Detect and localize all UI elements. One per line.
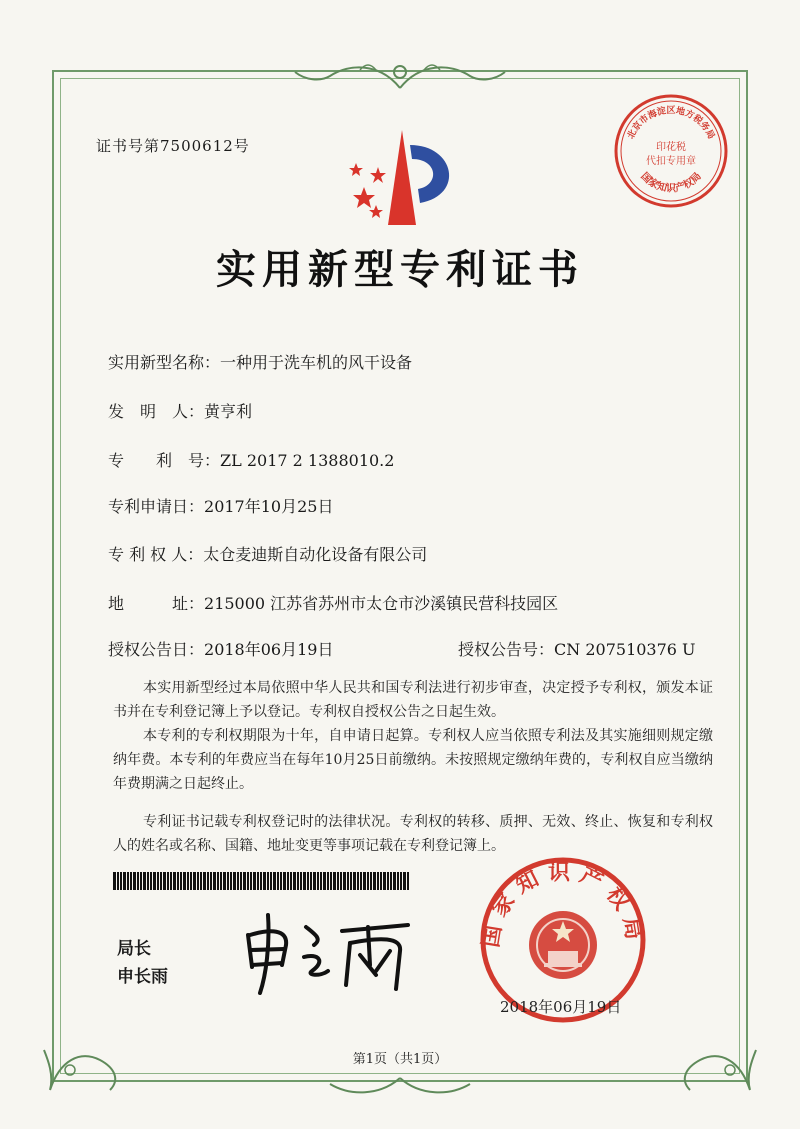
field-announcement-number — [458, 637, 696, 660]
director-name: 申长雨 — [117, 967, 168, 987]
field-label: 授权公告号： — [458, 640, 555, 659]
field-value: 2017年10月25日 — [204, 497, 334, 516]
field-label: 专 利 号： — [108, 451, 221, 470]
field-inventor — [108, 399, 252, 422]
page-number: 第1页（共1页） — [352, 1052, 448, 1067]
bottom-ornament — [300, 1072, 500, 1100]
top-ornament — [290, 58, 510, 94]
field-patentee — [108, 542, 427, 565]
field-value: 太仓麦迪斯自动化设备有限公司 — [203, 545, 428, 564]
paragraph: 本专利的专利权期限为十年，自申请日起算。专利权人应当依照专利法及其实施细则规定缴纳年费。本专利的年费应当在每年10月25日前缴纳。未按照规定缴纳年费的，专利权自应当缴纳年费期满之日起终止。 — [113, 728, 713, 792]
seal-date: 2018年06月19日 — [500, 998, 622, 1016]
certificate-number: 证书号第7500612号 — [96, 137, 250, 155]
field-address — [108, 591, 558, 614]
tax-stamp-seal — [612, 92, 730, 210]
field-value: 2018年06月19日 — [204, 640, 334, 659]
svg-text:北京市海淀区地方税务局: 北京市海淀区地方税务局 — [626, 106, 716, 141]
svg-text:印花税: 印花税 — [656, 142, 686, 153]
field-label: 地 址： — [108, 594, 205, 613]
paragraph: 专利证书记载专利权登记时的法律状况。专利权的转移、质押、无效、终止、恢复和专利权人的姓名或名称、国籍、地址变更等事项记载在专利登记簿上。 — [113, 814, 713, 854]
director-title: 局长 — [117, 939, 151, 959]
svg-text:国家知识产权局: 国家知识产权局 — [478, 860, 648, 950]
field-label: 专利申请日： — [108, 497, 205, 516]
field-label: 授权公告日： — [108, 640, 205, 659]
field-patent-number — [108, 448, 394, 471]
patent-office-logo — [340, 125, 470, 235]
field-label: 发 明 人： — [108, 402, 205, 421]
field-announcement-date — [108, 637, 333, 660]
field-label: 专 利 权 人： — [108, 545, 204, 564]
certificate-body-text — [113, 676, 713, 858]
field-value: 一种用于洗车机的风干设备 — [220, 353, 413, 372]
field-utility-model-name — [108, 350, 412, 373]
field-value: ZL 2017 2 1388010.2 — [220, 451, 395, 470]
svg-text:代扣专用章: 代扣专用章 — [646, 156, 696, 167]
field-label: 实用新型名称： — [108, 353, 221, 372]
paragraph: 本实用新型经过本局依照中华人民共和国专利法进行初步审查，决定授予专利权，颁发本证书并在专利登记簿上予以登记。专利权自授权公告之日起生效。 — [113, 680, 713, 720]
field-value: 215000 江苏省苏州市太仓市沙溪镇民营科技园区 — [204, 594, 559, 613]
director-signature — [230, 905, 420, 995]
national-emblem-icon — [529, 911, 597, 979]
certificate-title: 实用新型专利证书 — [216, 246, 584, 293]
field-value: CN 207510376 U — [554, 640, 696, 659]
field-value: 黄亨利 — [204, 402, 253, 421]
svg-text:国家知识产权局: 国家知识产权局 — [638, 170, 704, 195]
barcode — [113, 872, 409, 890]
field-application-date — [108, 494, 333, 517]
